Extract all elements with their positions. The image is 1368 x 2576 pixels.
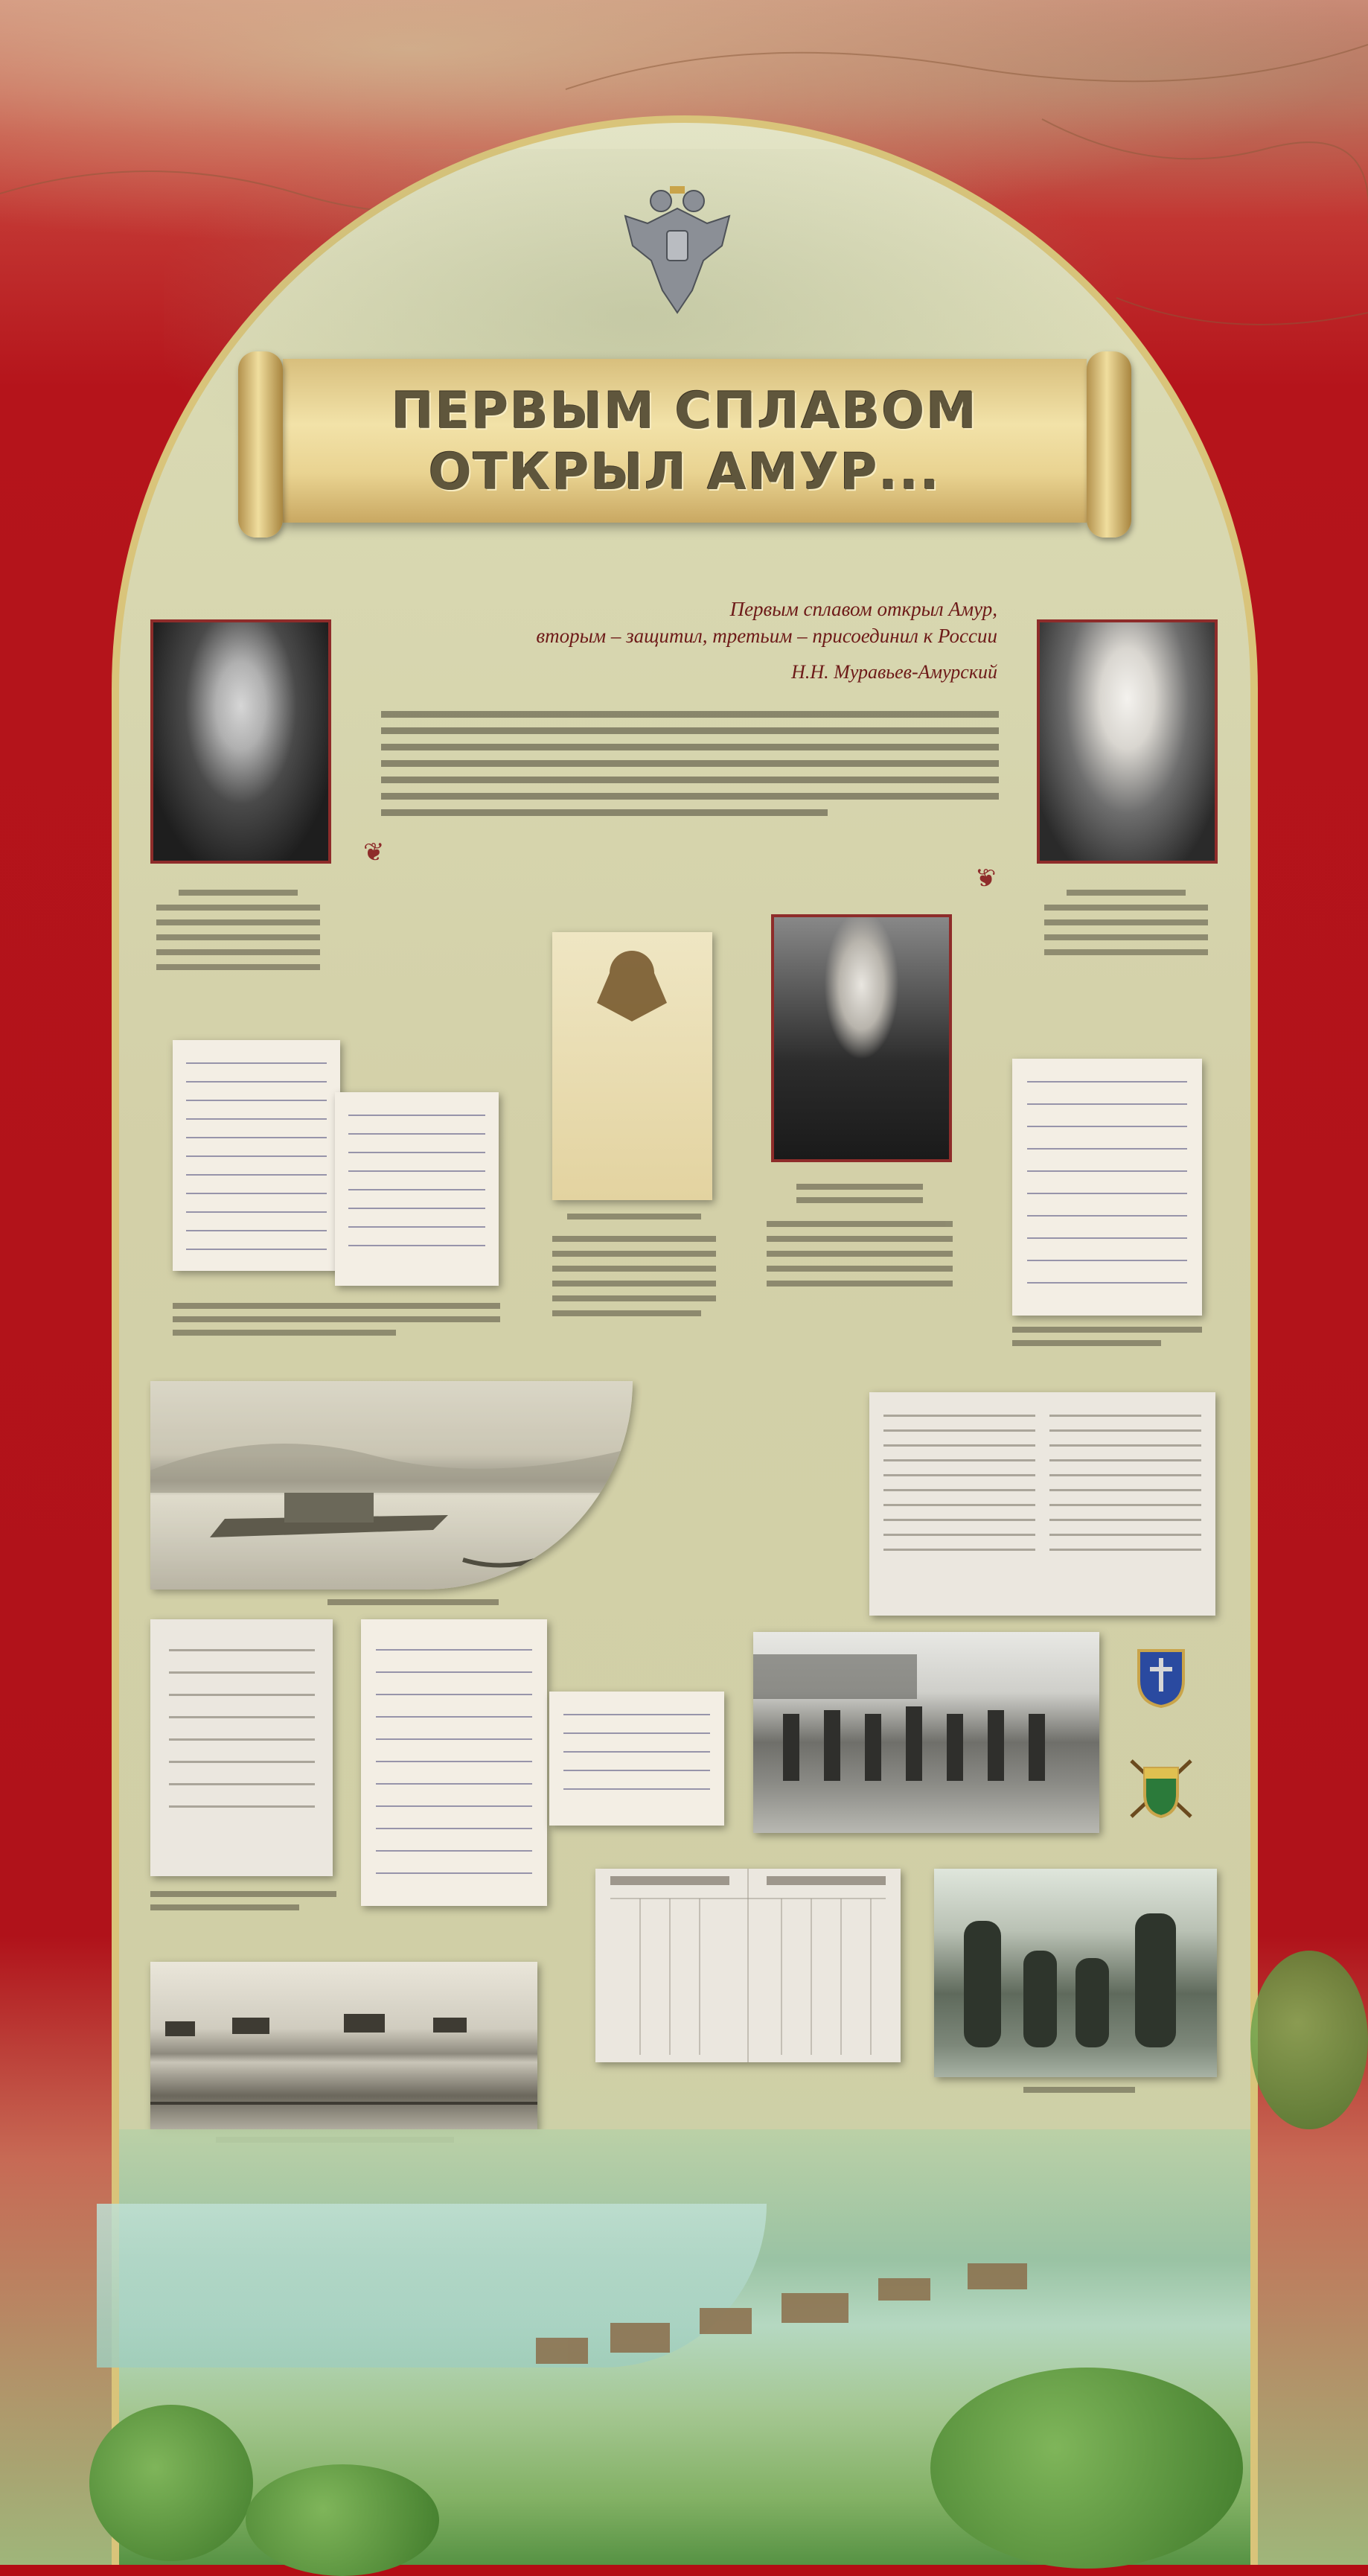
document-printed-pages: [869, 1392, 1215, 1616]
decree-caption: [552, 1214, 716, 1348]
portrait-left: [150, 619, 331, 864]
title-line-1: ПЕРВЫМ СПЛАВОМ: [391, 382, 979, 441]
epigraph-author: Н.Н. Муравьев-Амурский: [791, 661, 997, 683]
document-statistical-table: [595, 1869, 901, 2062]
document-handwritten-2: [335, 1092, 499, 1286]
portrait-right-caption: [1037, 890, 1215, 1016]
document-handwritten-note: [549, 1692, 724, 1826]
landscape-village-houses: [521, 2226, 1087, 2405]
portrait-center-caption: [767, 1184, 953, 1325]
scroll-ornament-icon-left: ❦: [363, 839, 385, 867]
epigraph-quote: [461, 596, 997, 649]
documents-caption: [173, 1303, 500, 1348]
foliage-edge-right: [1250, 1951, 1368, 2129]
document-3-caption: [1012, 1327, 1202, 1364]
epigraph-line-2: вторым – защитил, третьим – присоединил к России: [536, 625, 997, 647]
photo-cossack-troops: [753, 1632, 1099, 1833]
portrait-right: [1037, 619, 1218, 864]
scroll-ornament-icon-right: ❦: [975, 865, 997, 893]
page-title: [238, 381, 1131, 503]
title-line-2: ОТКРЫЛ АМУР...: [428, 443, 942, 502]
document-typed-report: [150, 1619, 333, 1876]
document-imperial-decree: [552, 932, 712, 1200]
portrait-center: [771, 914, 952, 1162]
document-handwritten-1: [173, 1040, 340, 1271]
engraving-village: [150, 1962, 537, 2129]
portrait-left-caption: [149, 890, 327, 1016]
foliage-left: [89, 2405, 253, 2561]
photo-cossack-family: [934, 1869, 1217, 2077]
foliage-bottom-left: [246, 2464, 439, 2576]
family-photo-caption: [1023, 2087, 1135, 2094]
coat-of-arms-icon-2: [1124, 1757, 1198, 1820]
double-headed-eagle-icon: [618, 179, 737, 320]
coat-of-arms-icon-1: [1135, 1647, 1187, 1708]
title-scroll: [238, 351, 1131, 538]
document-handwritten-list: [361, 1619, 547, 1906]
engraving-caption: [327, 1599, 499, 1608]
intro-text-block: [381, 707, 999, 841]
epigraph-line-1: Первым сплавом открыл Амур,: [729, 598, 997, 620]
intro-text-lines: [381, 707, 999, 841]
foliage-right: [930, 2368, 1243, 2569]
document-handwritten-3: [1012, 1059, 1202, 1316]
typed-report-caption: [150, 1891, 336, 1921]
